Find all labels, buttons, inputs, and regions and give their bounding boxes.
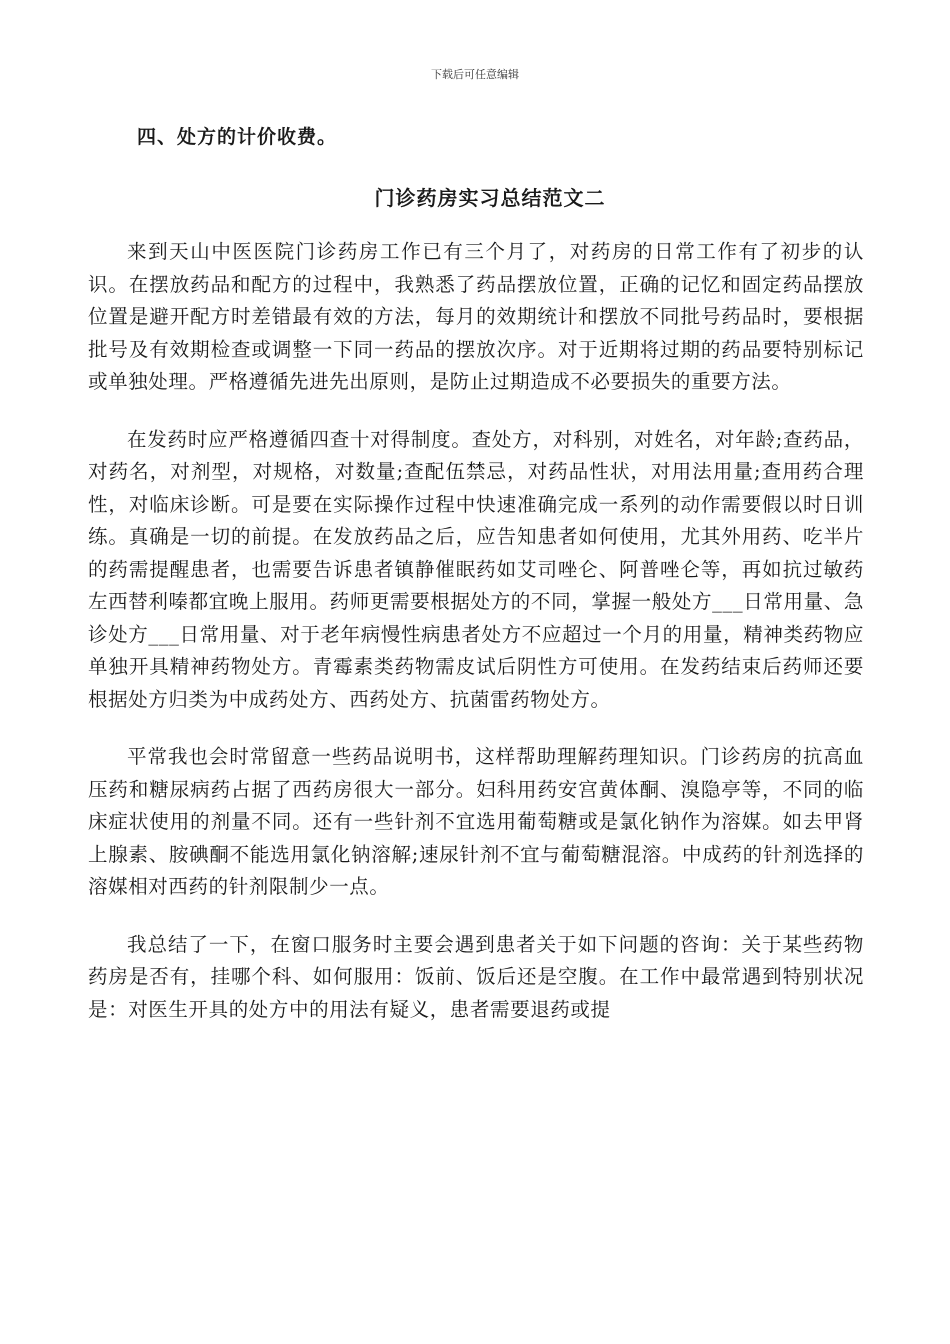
section-heading: 四、处方的计价收费。 xyxy=(137,126,338,148)
document-title: 门诊药房实习总结范文二 xyxy=(374,186,606,210)
paragraph-2: 在发药时应严格遵循四查十对得制度。查处方，对科别，对姓名，对年龄;查药品，对药名，对剂型，对规格，对数量;查配伍禁忌，对药品性状，对用法用量;查用药合理性，对临床诊断。可是要在实际操作过程中快速准确完成一系列的动作需要假以时日训练。真确是一切的前提。在发放药品之后，应告知患者如何使用，尤其外用药、吃半片的药需提醒患者，也需要告诉患者镇静催眠药如艾司唑仑、阿普唑仑等，再如抗过敏药左西替利嗪都宜晚上服用。药师更需要根据处方的不同，掌握一般处方___日常用量、急诊处方___日常用量、对于老年病慢性病患者处方不应超过一个月的用量，精神类药物应单独开具精神药物处方。青霉素类药物需皮试后阴性方可使用。在发药结束后药师还要根据处方归类为中成药处方、西药处方、抗菌雷药物处方。 xyxy=(88,427,864,711)
paragraph-4: 我总结了一下，在窗口服务时主要会遇到患者关于如下问题的咨询：关于某些药物药房是否有，挂哪个科、如何服用：饭前、饭后还是空腹。在工作中最常遇到特别状况是：对医生开具的处方中的用法有疑义，患者需要退药或提 xyxy=(88,932,864,1021)
paragraph-3: 平常我也会时常留意一些药品说明书，这样帮助理解药理知识。门诊药房的抗高血压药和糖尿病药占据了西药房很大一部分。妇科用药安宫黄体酮、溴隐亭等，不同的临床症状使用的剂量不同。还有一些针剂不宜选用葡萄糖或是氯化钠作为溶媒。如去甲肾上腺素、胺碘酮不能选用氯化钠溶解;速尿针剂不宜与葡萄糖混溶。中成药的针剂选择的溶媒相对西药的针剂限制少一点。 xyxy=(88,745,864,898)
body-text xyxy=(88,236,864,1051)
header-note: 下载后可任意编辑 xyxy=(431,68,519,81)
paragraph-1: 来到天山中医医院门诊药房工作已有三个月了，对药房的日常工作有了初步的认识。在摆放药品和配方的过程中，我熟悉了药品摆放位置，正确的记忆和固定药品摆放位置是避开配方时差错最有效的方法，每月的效期统计和摆放不同批号药品时，要根据批号及有效期检查或调整一下同一药品的摆放次序。对于近期将过期的药品要特别标记或单独处理。严格遵循先进先出原则，是防止过期造成不必要损失的重要方法。 xyxy=(88,240,864,393)
